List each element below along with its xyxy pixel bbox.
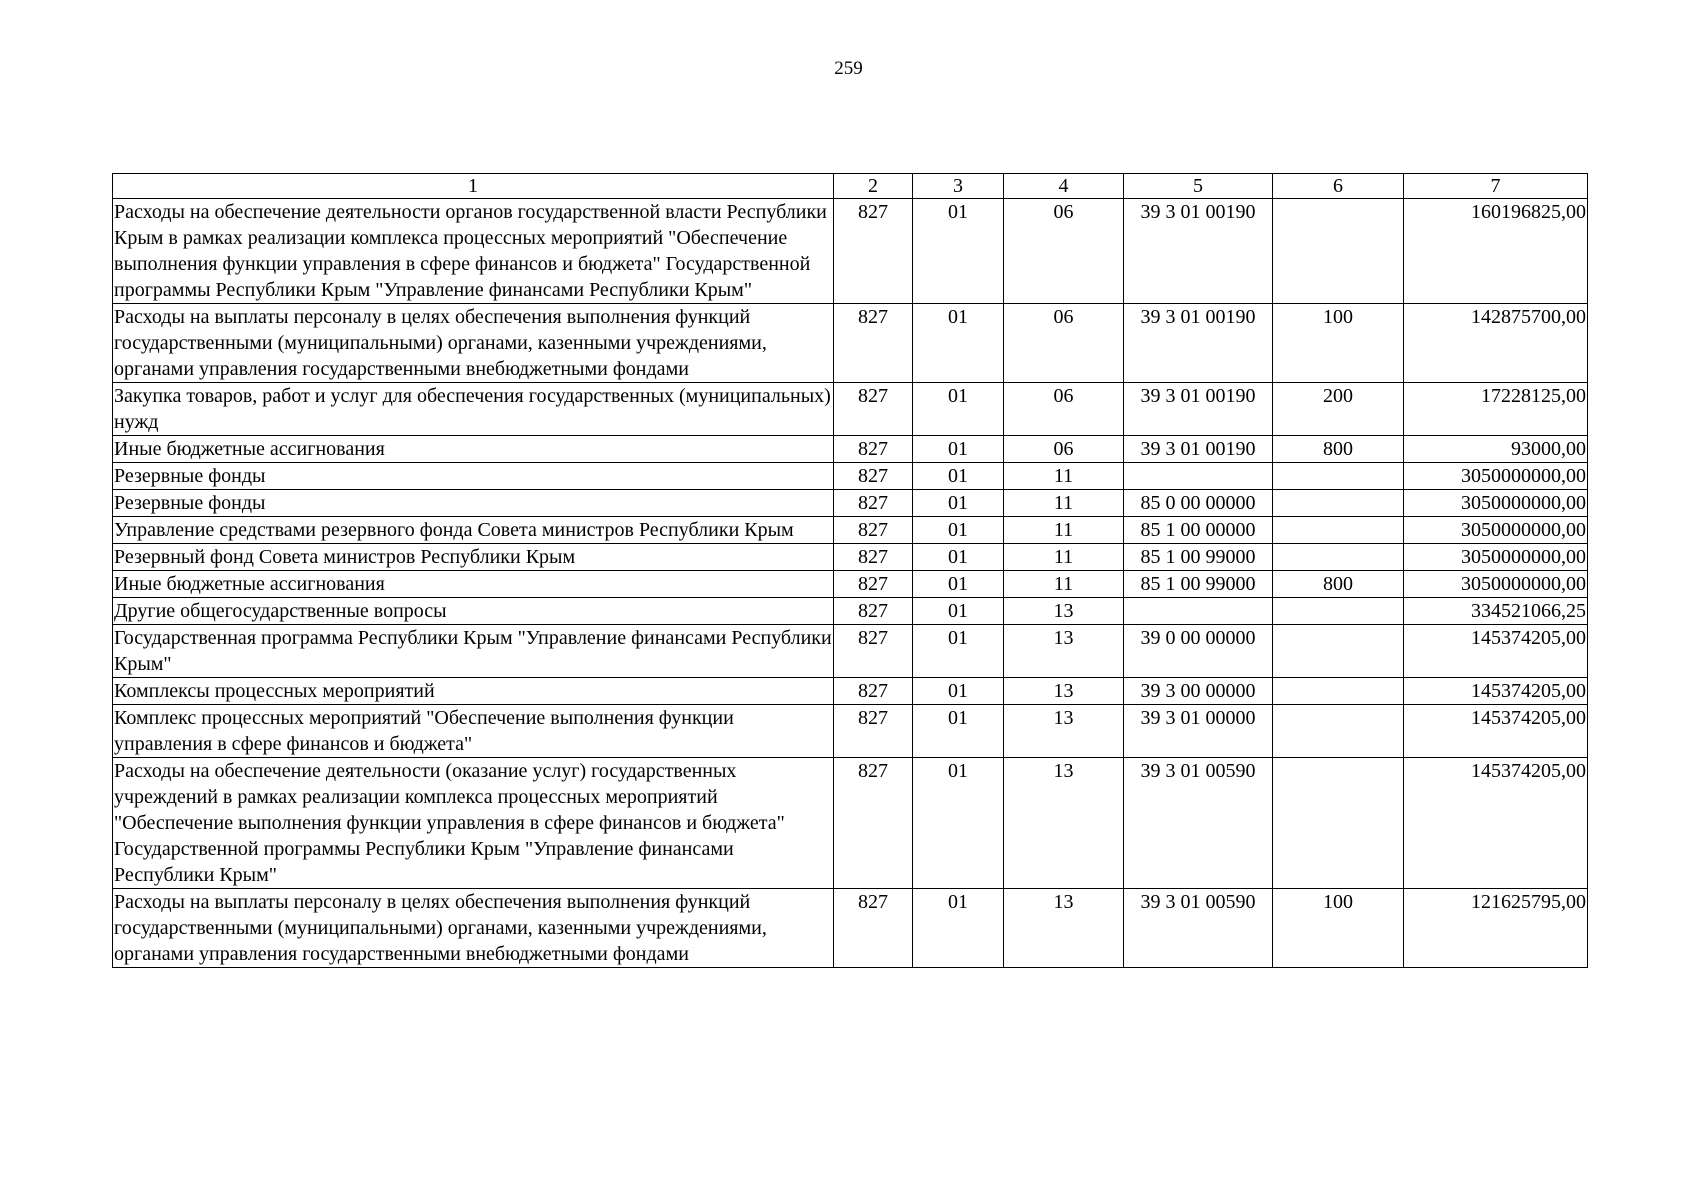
table-header: [113, 174, 1588, 199]
cell-sum: 121625795,00: [1404, 889, 1588, 968]
header-col-5: 5: [1124, 174, 1273, 199]
cell-sum: 3050000000,00: [1404, 517, 1588, 544]
cell-vr: [1273, 517, 1404, 544]
cell-csr: 85 1 00 99000: [1124, 544, 1273, 571]
cell-rz: 01: [913, 304, 1004, 383]
header-row: [113, 174, 1588, 199]
cell-vr: [1273, 199, 1404, 304]
header-col-6: 6: [1273, 174, 1404, 199]
cell-csr: 39 3 01 00190: [1124, 383, 1273, 436]
cell-sum: 3050000000,00: [1404, 571, 1588, 598]
cell-ved: 827: [834, 758, 913, 889]
cell-pr: 06: [1004, 304, 1124, 383]
cell-ved: 827: [834, 705, 913, 758]
cell-rz: 01: [913, 517, 1004, 544]
cell-sum: 3050000000,00: [1404, 544, 1588, 571]
cell-sum: 17228125,00: [1404, 383, 1588, 436]
table-row: [113, 625, 1588, 678]
cell-vr: 100: [1273, 304, 1404, 383]
cell-csr: 85 1 00 99000: [1124, 571, 1273, 598]
table-row: [113, 304, 1588, 383]
cell-pr: 06: [1004, 199, 1124, 304]
cell-csr: [1124, 463, 1273, 490]
cell-ved: 827: [834, 199, 913, 304]
cell-csr: 39 3 01 00190: [1124, 304, 1273, 383]
cell-rz: 01: [913, 383, 1004, 436]
cell-csr: 39 3 01 00190: [1124, 199, 1273, 304]
cell-rz: 01: [913, 758, 1004, 889]
cell-csr: 39 3 01 00190: [1124, 436, 1273, 463]
cell-rz: 01: [913, 436, 1004, 463]
cell-sum: 145374205,00: [1404, 705, 1588, 758]
cell-name: Расходы на обеспечение деятельности (оказание услуг) государственных учреждений в рамках реализации комплекса процессных мероприятий "Обеспечение выполнения функции управления в сфере финансов и бюджета" Государственной программы Республики Крым "Управление финансами Республики Крым": [113, 758, 834, 889]
cell-rz: 01: [913, 571, 1004, 598]
cell-sum: 93000,00: [1404, 436, 1588, 463]
cell-rz: 01: [913, 463, 1004, 490]
cell-name: Другие общегосударственные вопросы: [113, 598, 834, 625]
cell-rz: 01: [913, 544, 1004, 571]
cell-pr: 11: [1004, 517, 1124, 544]
cell-sum: 145374205,00: [1404, 678, 1588, 705]
table-row: [113, 517, 1588, 544]
cell-csr: 39 3 01 00000: [1124, 705, 1273, 758]
cell-sum: 142875700,00: [1404, 304, 1588, 383]
cell-csr: 85 1 00 00000: [1124, 517, 1273, 544]
cell-pr: 13: [1004, 598, 1124, 625]
cell-rz: 01: [913, 889, 1004, 968]
cell-vr: [1273, 463, 1404, 490]
cell-pr: 11: [1004, 544, 1124, 571]
cell-pr: 13: [1004, 625, 1124, 678]
cell-csr: 85 0 00 00000: [1124, 490, 1273, 517]
cell-ved: 827: [834, 598, 913, 625]
cell-ved: 827: [834, 383, 913, 436]
cell-rz: 01: [913, 625, 1004, 678]
table-row: [113, 544, 1588, 571]
cell-ved: 827: [834, 304, 913, 383]
cell-pr: 06: [1004, 436, 1124, 463]
cell-name: Закупка товаров, работ и услуг для обеспечения государственных (муниципальных) нужд: [113, 383, 834, 436]
cell-pr: 06: [1004, 383, 1124, 436]
cell-csr: 39 3 01 00590: [1124, 758, 1273, 889]
page-number: 259: [834, 58, 863, 79]
cell-vr: 200: [1273, 383, 1404, 436]
table-row: [113, 598, 1588, 625]
cell-csr: 39 3 00 00000: [1124, 678, 1273, 705]
cell-name: Государственная программа Республики Крым "Управление финансами Республики Крым": [113, 625, 834, 678]
table-row: [113, 436, 1588, 463]
cell-ved: 827: [834, 436, 913, 463]
cell-name: Комплекс процессных мероприятий "Обеспечение выполнения функции управления в сфере финансов и бюджета": [113, 705, 834, 758]
cell-sum: 145374205,00: [1404, 758, 1588, 889]
cell-vr: 800: [1273, 571, 1404, 598]
cell-ved: 827: [834, 490, 913, 517]
cell-rz: 01: [913, 678, 1004, 705]
cell-rz: 01: [913, 598, 1004, 625]
header-col-7: 7: [1404, 174, 1588, 199]
cell-name: Иные бюджетные ассигнования: [113, 571, 834, 598]
cell-pr: 11: [1004, 571, 1124, 598]
cell-vr: [1273, 678, 1404, 705]
cell-name: Расходы на выплаты персоналу в целях обеспечения выполнения функций государственными (муниципальными) органами, казенными учреждениями, органами управления государственными внебюджетными фондами: [113, 304, 834, 383]
cell-csr: 39 0 00 00000: [1124, 625, 1273, 678]
header-col-2: 2: [834, 174, 913, 199]
cell-ved: 827: [834, 544, 913, 571]
table-row: [113, 383, 1588, 436]
cell-name: Резервные фонды: [113, 490, 834, 517]
cell-name: Резервный фонд Совета министров Республики Крым: [113, 544, 834, 571]
cell-name: Управление средствами резервного фонда Совета министров Республики Крым: [113, 517, 834, 544]
table-row: [113, 889, 1588, 968]
table-row: [113, 490, 1588, 517]
table-row: [113, 463, 1588, 490]
cell-ved: 827: [834, 625, 913, 678]
cell-csr: 39 3 01 00590: [1124, 889, 1273, 968]
cell-name: Комплексы процессных мероприятий: [113, 678, 834, 705]
cell-sum: 3050000000,00: [1404, 490, 1588, 517]
table-row: [113, 758, 1588, 889]
cell-vr: [1273, 490, 1404, 517]
cell-vr: [1273, 598, 1404, 625]
cell-pr: 13: [1004, 758, 1124, 889]
cell-sum: 3050000000,00: [1404, 463, 1588, 490]
cell-rz: 01: [913, 199, 1004, 304]
cell-vr: [1273, 705, 1404, 758]
cell-vr: [1273, 758, 1404, 889]
cell-name: Расходы на обеспечение деятельности органов государственной власти Республики Крым в рамках реализации комплекса процессных мероприятий "Обеспечение выполнения функции управления в сфере финансов и бюджета" Государственной программы Республики Крым "Управление финансами Республики Крым": [113, 199, 834, 304]
budget-table: [112, 173, 1588, 968]
cell-vr: [1273, 544, 1404, 571]
cell-ved: 827: [834, 889, 913, 968]
cell-rz: 01: [913, 490, 1004, 517]
header-col-3: 3: [913, 174, 1004, 199]
cell-rz: 01: [913, 705, 1004, 758]
header-col-1: 1: [113, 174, 834, 199]
table-row: [113, 678, 1588, 705]
cell-sum: 334521066,25: [1404, 598, 1588, 625]
cell-csr: [1124, 598, 1273, 625]
table-body: [113, 199, 1588, 968]
cell-name: Резервные фонды: [113, 463, 834, 490]
cell-ved: 827: [834, 571, 913, 598]
cell-vr: 800: [1273, 436, 1404, 463]
cell-vr: 100: [1273, 889, 1404, 968]
table-row: [113, 199, 1588, 304]
cell-pr: 11: [1004, 463, 1124, 490]
cell-pr: 13: [1004, 705, 1124, 758]
cell-sum: 145374205,00: [1404, 625, 1588, 678]
cell-ved: 827: [834, 517, 913, 544]
cell-pr: 11: [1004, 490, 1124, 517]
cell-pr: 13: [1004, 678, 1124, 705]
cell-pr: 13: [1004, 889, 1124, 968]
cell-ved: 827: [834, 463, 913, 490]
header-col-4: 4: [1004, 174, 1124, 199]
cell-vr: [1273, 625, 1404, 678]
table-row: [113, 571, 1588, 598]
table-row: [113, 705, 1588, 758]
cell-sum: 160196825,00: [1404, 199, 1588, 304]
cell-name: Иные бюджетные ассигнования: [113, 436, 834, 463]
cell-ved: 827: [834, 678, 913, 705]
cell-name: Расходы на выплаты персоналу в целях обеспечения выполнения функций государственными (муниципальными) органами, казенными учреждениями, органами управления государственными внебюджетными фондами: [113, 889, 834, 968]
